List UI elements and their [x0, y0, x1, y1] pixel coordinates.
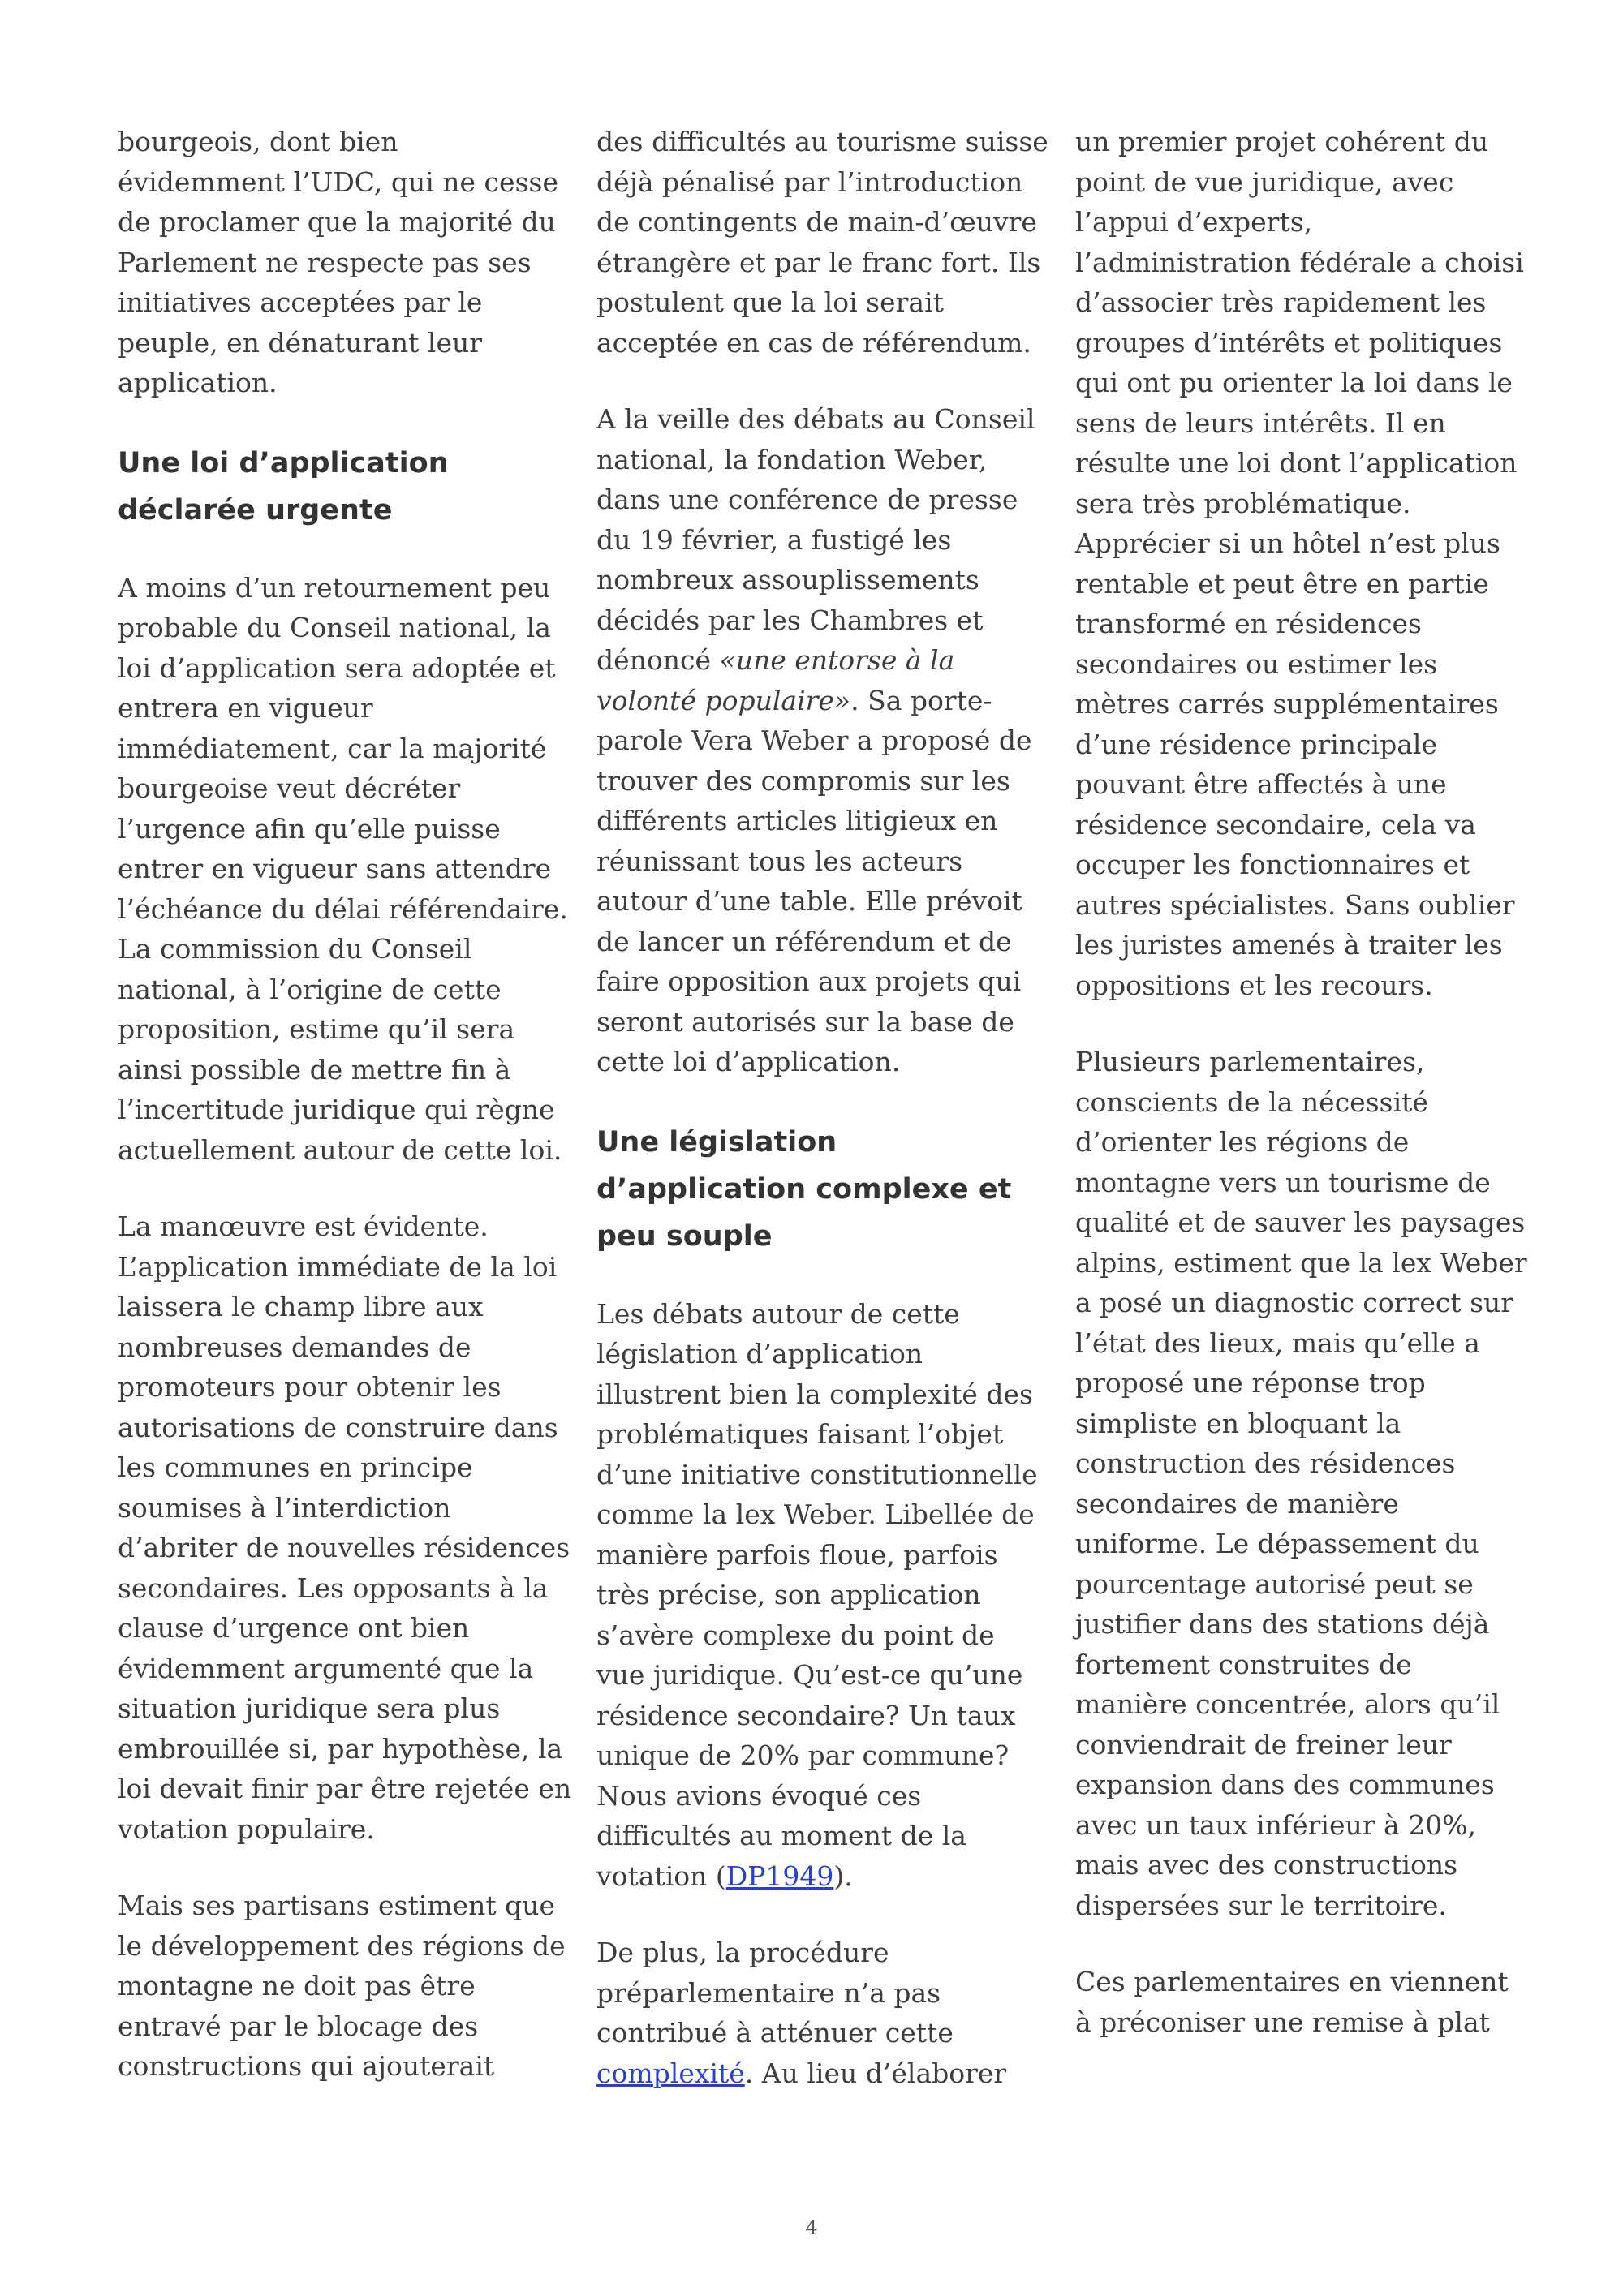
- page-number: 4: [805, 2216, 818, 2239]
- text-column-1: [118, 122, 572, 2123]
- text-run: Les débats autour de cette législation d’application illustrent bien la complexité des problématiques faisant l’objet d’une initiative constitutionnelle comme la lex Weber. Libellée de manière parfois floue, parfois très précise, son application s’avère complexe du point de vue juridique. Qu’est-ce qu’une résidence secondaire? Un taux unique de 20% par commune? Nous avions évoqué ces difficultés au moment de la votation (: [596, 1297, 1038, 1892]
- text-run: . Sa porte-parole Vera Weber a proposé de trouver des compromis sur les différents articles litigieux en réunissant tous les acteurs autour d’une table. Elle prévoit de lancer un référendum et de faire opposition aux projets qui seront autorisés sur la base de cette loi d’application.: [596, 684, 1032, 1077]
- text-run: De plus, la procédure préparlementaire n’a pas contribué à atténuer cette: [596, 1937, 954, 2049]
- text-column-2: [596, 122, 1051, 2130]
- text-run: A la veille des débats au Conseil national, la fondation Weber, dans une conférence de presse du 19 février, a fustigé les nombreux assouplissements décidés par les Chambres et dénoncé: [596, 403, 1035, 676]
- paragraph: Ces parlementaires en viennent à préconiser une remise à plat: [1075, 1966, 1509, 2038]
- paragraph: La manœuvre est évidente. L’application immédiate de la loi laissera le champ libre aux nombreuses demandes de promoteurs pour obtenir les autorisations de construire dans les communes en principe soumises à l’interdiction d’abriter de nouvelles résidences secondaires. Les opposants à la clause d’urgence ont bien évidemment argumenté que la situation juridique sera plus embrouillée si, par hypothèse, la loi devait finir par être rejetée en votation populaire.: [118, 1210, 572, 1845]
- paragraph: Plusieurs parlementaires, conscients de la nécessité d’orienter les régions de montagne vers un tourisme de qualité et de sauver les paysages alpins, estiment que la lex Weber a posé un diagnostic correct sur l’état des lieux, mais qu’elle a proposé une réponse trop simpliste en bloquant la construction des résidences secondaires de manière uniforme. Le dépassement du pourcentage autorisé peut se justifier dans des stations déjà fortement construites de manière concentrée, alors qu’il conviendrait de freiner leur expansion dans des communes avec un taux inférieur à 20%, mais avec des constructions dispersées sur le territoire.: [1075, 1046, 1527, 1921]
- paragraph: Mais ses partisans estiment que le développement des régions de montagne ne doit pas être entravé par le blocage des constructions qui ajouterait: [118, 1890, 566, 2082]
- paragraph: [596, 399, 1051, 1082]
- section-heading: Une législation d’application complexe et peu souple: [596, 1125, 1012, 1253]
- paragraph: bourgeois, dont bien évidemment l’UDC, qui ne cesse de proclamer que la majorité du Parlement ne respecte pas ses initiatives acceptées par le peuple, en dénaturant leur application.: [118, 126, 558, 398]
- paragraph: des difficultés au tourisme suisse déjà pénalisé par l’introduction de contingents de main-d’œuvre étrangère et par le franc fort. Ils postulent que la loi serait acceptée en cas de référendum.: [596, 126, 1048, 359]
- text-column-3: [1075, 122, 1530, 2079]
- inline-link[interactable]: DP1949: [725, 1860, 834, 1892]
- section-heading: Une loi d’application déclarée urgente: [118, 446, 449, 527]
- inline-link[interactable]: complexité: [596, 2057, 745, 2089]
- paragraph: [596, 1933, 1051, 2093]
- paragraph: A moins d’un retournement peu probable du Conseil national, la loi d’application sera adoptée et entrera en vigueur immédiatement, car la majorité bourgeoise veut décréter l’urgence afin qu’elle puisse entrer en vigueur sans attendre l’échéance du délai référendaire. La commission du Conseil national, à l’origine de cette proposition, estime qu’il sera ainsi possible de mettre fin à l’incertitude juridique qui règne actuellement autour de cette loi.: [118, 571, 568, 1166]
- text-run: ).: [833, 1860, 853, 1892]
- italic-quote: «une entorse à la volonté populaire»: [596, 644, 955, 716]
- text-run: . Au lieu d’élaborer: [744, 2057, 1007, 2089]
- paragraph: un premier projet cohérent du point de vue juridique, avec l’appui d’experts, l’administration fédérale a choisi d’associer très rapidement les groupes d’intérêts et politiques qui ont pu orienter la loi dans le sens de leurs intérêts. Il en résulte une loi dont l’application sera très problématique. Apprécier si un hôtel n’est plus rentable et peut être en partie transformé en résidences secondaires ou estimer les mètres carrés supplémentaires d’une résidence principale pouvant être affectés à une résidence secondaire, cela va occuper les fonctionnaires et autres spécialistes. Sans oublier les juristes amenés à traiter les oppositions et les recours.: [1075, 126, 1524, 1001]
- paragraph: [596, 1294, 1051, 1897]
